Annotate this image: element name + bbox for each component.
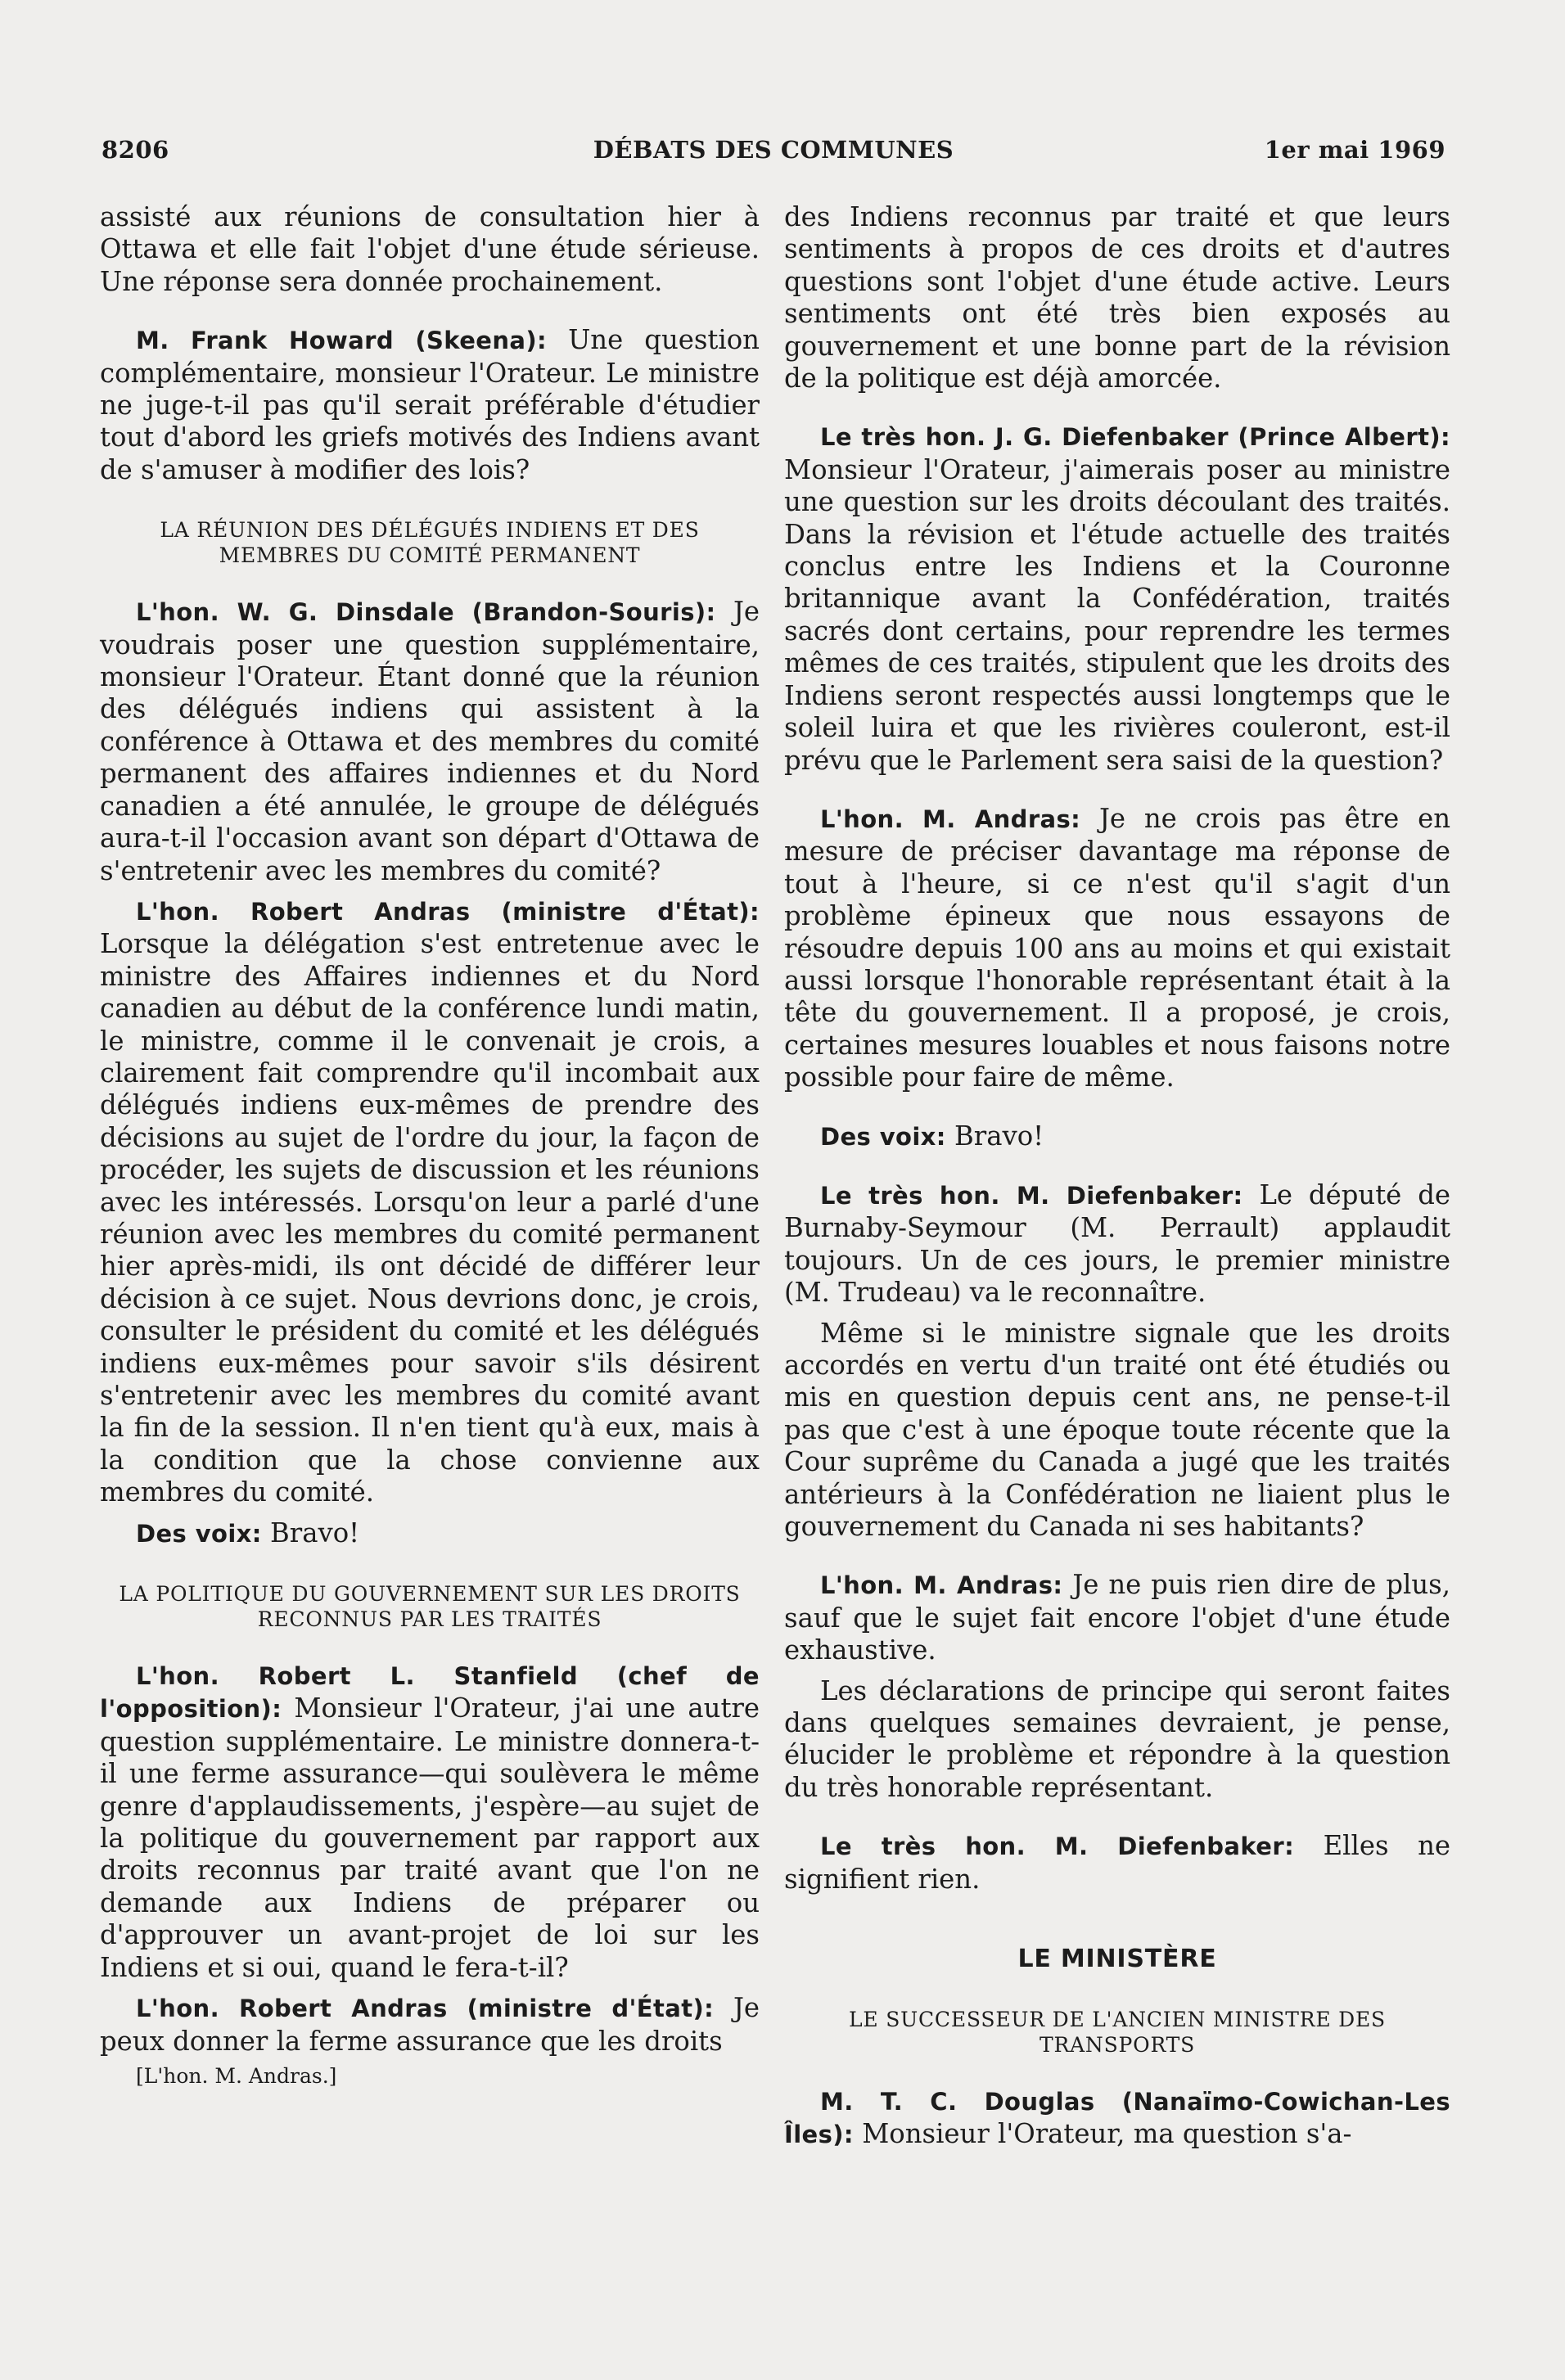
speaker-name: L'hon. M. Andras: xyxy=(820,1571,1063,1600)
speech xyxy=(784,421,1450,776)
left-column xyxy=(100,201,760,2090)
speech-text: Je voudrais poser une question supplémentaire, monsieur l'Orateur. Étant donné que la réunion des délégués indiens qui assistent à la conférence à Ottawa et des membres du comité permanent des affaires indiennes et du Nord canadien a été annulée, le groupe de délégués aura-t-il l'occasion avant son départ d'Ottawa de s'entretenir avec les membres du comité? xyxy=(100,596,760,886)
speech xyxy=(100,596,760,887)
speech xyxy=(100,1660,760,1984)
speech-text: Monsieur l'Orateur, ma question s'a- xyxy=(853,2117,1352,2149)
paragraph: des Indiens reconnus par traité et que leurs sentiments à propos de ces droits et d'autres questions sont l'objet d'une étude active. Leurs sentiments ont été très bien exposés au gouvernement et une bonne part de la révision de la politique est déjà amorcée. xyxy=(784,201,1450,394)
speech xyxy=(784,1569,1450,1666)
speech-text: Elles ne signifient rien. xyxy=(784,1830,1450,1895)
journal-title: DÉBATS DES COMMUNES xyxy=(593,136,954,164)
paragraph: Même si le ministre signale que les droits accordés en vertu d'un traité ont été étudiés ou mis en question depuis cent ans, ne pense-t-il pas que c'est à une époque toute récente que la Cour suprême du Canada a jugé que les traités antérieurs à la Confédération ne liaient plus le gouvernement du Canada ni ses habitants? xyxy=(784,1317,1450,1543)
speaker-name: M. T. C. Douglas (Nanaïmo-Cowichan-Les Îles): xyxy=(784,2087,1450,2148)
speech-text: Bravo! xyxy=(945,1120,1044,1152)
speech-text: Le député de Burnaby-Seymour (M. Perrault) applaudit toujours. Un de ces jours, le premier ministre (M. Trudeau) va le reconnaître. xyxy=(784,1179,1450,1309)
subject-heading: LA POLITIQUE DU GOUVERNEMENT SUR LES DROITS RECONNUS PAR LES TRAITÉS xyxy=(119,1582,741,1632)
speech xyxy=(784,1179,1450,1309)
page-number: 8206 xyxy=(101,136,169,164)
speech-text: Bravo! xyxy=(261,1517,360,1548)
speech-text: Monsieur l'Orateur, j'ai une autre question supplémentaire. Le ministre donnera-t-il une ferme assurance—qui soulèvera le même genre d'applaudissements, j'espère—au sujet de la politique du gouvernement par rapport aux droits reconnus par traité avant que l'on ne demande aux Indiens de préparer ou d'approuver un avant-projet de loi sur les Indiens et si oui, quand le fera-t-il? xyxy=(100,1693,760,1983)
subject-heading: LA RÉUNION DES DÉLÉGUÉS INDIENS ET DES MEMBRES DU COMITÉ PERMANENT xyxy=(160,518,700,568)
speech-text: Je ne puis rien dire de plus, sauf que le sujet fait encore l'objet d'une étude exhaustive. xyxy=(784,1569,1450,1666)
speech xyxy=(100,895,760,1509)
speech xyxy=(100,1992,760,2058)
section-heading: LE MINISTÈRE xyxy=(1017,1945,1217,1974)
subject-heading: LE SUCCESSEUR DE L'ANCIEN MINISTRE DES TRANSPORTS xyxy=(849,2007,1386,2057)
right-column xyxy=(784,201,1450,2151)
speaker-footnote: [L'hon. M. Andras.] xyxy=(136,2063,337,2088)
speaker-name: Le très hon. M. Diefenbaker: xyxy=(820,1832,1295,1861)
speech xyxy=(100,1517,760,1550)
speech-text: Je peux donner la ferme assurance que les droits xyxy=(100,1992,760,2057)
speaker-name: Le très hon. J. G. Diefenbaker (Prince Albert): xyxy=(820,423,1450,452)
speech xyxy=(784,1120,1450,1153)
speaker-name: Des voix: xyxy=(820,1122,946,1151)
speaker-name: M. Frank Howard (Skeena): xyxy=(136,327,547,355)
speech-text: Monsieur l'Orateur, j'aimerais poser au ministre une question sur les droits découlant des traités. Dans la révision et l'étude actuelle des traités conclus entre les Indiens et la Couronne britannique avant la Confédération, traités sacrés dont certains, pour reprendre les termes mêmes de ces traités, stipulent que les droits des Indiens seront respectés aussi longtemps que le soleil luira et que les rivières couleront, est-il prévu que le Parlement sera saisi de la question? xyxy=(784,453,1450,776)
speaker-name: Le très hon. M. Diefenbaker: xyxy=(820,1181,1243,1210)
speech xyxy=(784,803,1450,1094)
paragraph: Les déclarations de principe qui seront faites dans quelques semaines devraient, je pense, élucider le problème et répondre à la question du très honorable représentant. xyxy=(784,1675,1450,1803)
speaker-name: L'hon. Robert Andras (ministre d'État): xyxy=(136,1995,715,2023)
page-header xyxy=(101,136,1445,172)
speech xyxy=(784,2085,1450,2152)
speech xyxy=(100,324,760,486)
speech-text: Lorsque la délégation s'est entretenue avec le ministre des Affaires indiennes et du Nord canadien au début de la conférence lundi matin, le ministre, comme il le convenait je crois, a clairement fait comprendre qu'il incombait aux délégués indiens eux-mêmes de prendre des décisions au sujet de l'ordre du jour, la façon de procéder, les sujets de discussion et les réunions avec les intéressés. Lorsqu'on leur a parlé d'une réunion avec les membres du comité permanent hier après-midi, ils ont décidé de différer leur décision à ce sujet. Nous devrions donc, je crois, consulter le président du comité et les délégués indiens eux-mêmes pour savoir s'ils désirent s'entretenir avec les membres du comité avant la fin de la session. Il n'en tient qu'à eux, mais à la condition que la chose convienne aux membres du comité. xyxy=(100,928,760,1508)
paragraph: assisté aux réunions de consultation hier à Ottawa et elle fait l'objet d'une étude sérieuse. Une réponse sera donnée prochainement. xyxy=(100,201,760,297)
issue-date: 1er mai 1969 xyxy=(1264,136,1445,164)
speaker-name: L'hon. Robert L. Stanfield (chef de l'opposition): xyxy=(100,1662,760,1724)
speech xyxy=(784,1830,1450,1895)
speech-text: Je ne crois pas être en mesure de préciser davantage ma réponse de tout à l'heure, si ce n'est qu'il s'agit d'un problème épineux que nous essayons de résoudre depuis 100 ans au moins et qui existait aussi lorsque l'honorable représentant était à la tête du gouvernement. Il a proposé, je crois, certaines mesures louables et nous faisons notre possible pour faire de même. xyxy=(784,802,1450,1093)
speaker-name: L'hon. W. G. Dinsdale (Brandon-Souris): xyxy=(136,598,716,627)
speech-text: Une question complémentaire, monsieur l'Orateur. Le ministre ne juge-t-il pas qu'il serait préférable d'étudier tout d'abord les griefs motivés des Indiens avant de s'amuser à modifier des lois? xyxy=(100,324,760,485)
speaker-name: L'hon. M. Andras: xyxy=(820,805,1081,833)
speaker-name: Des voix: xyxy=(136,1519,262,1548)
speaker-name: L'hon. Robert Andras (ministre d'État): xyxy=(136,897,760,926)
